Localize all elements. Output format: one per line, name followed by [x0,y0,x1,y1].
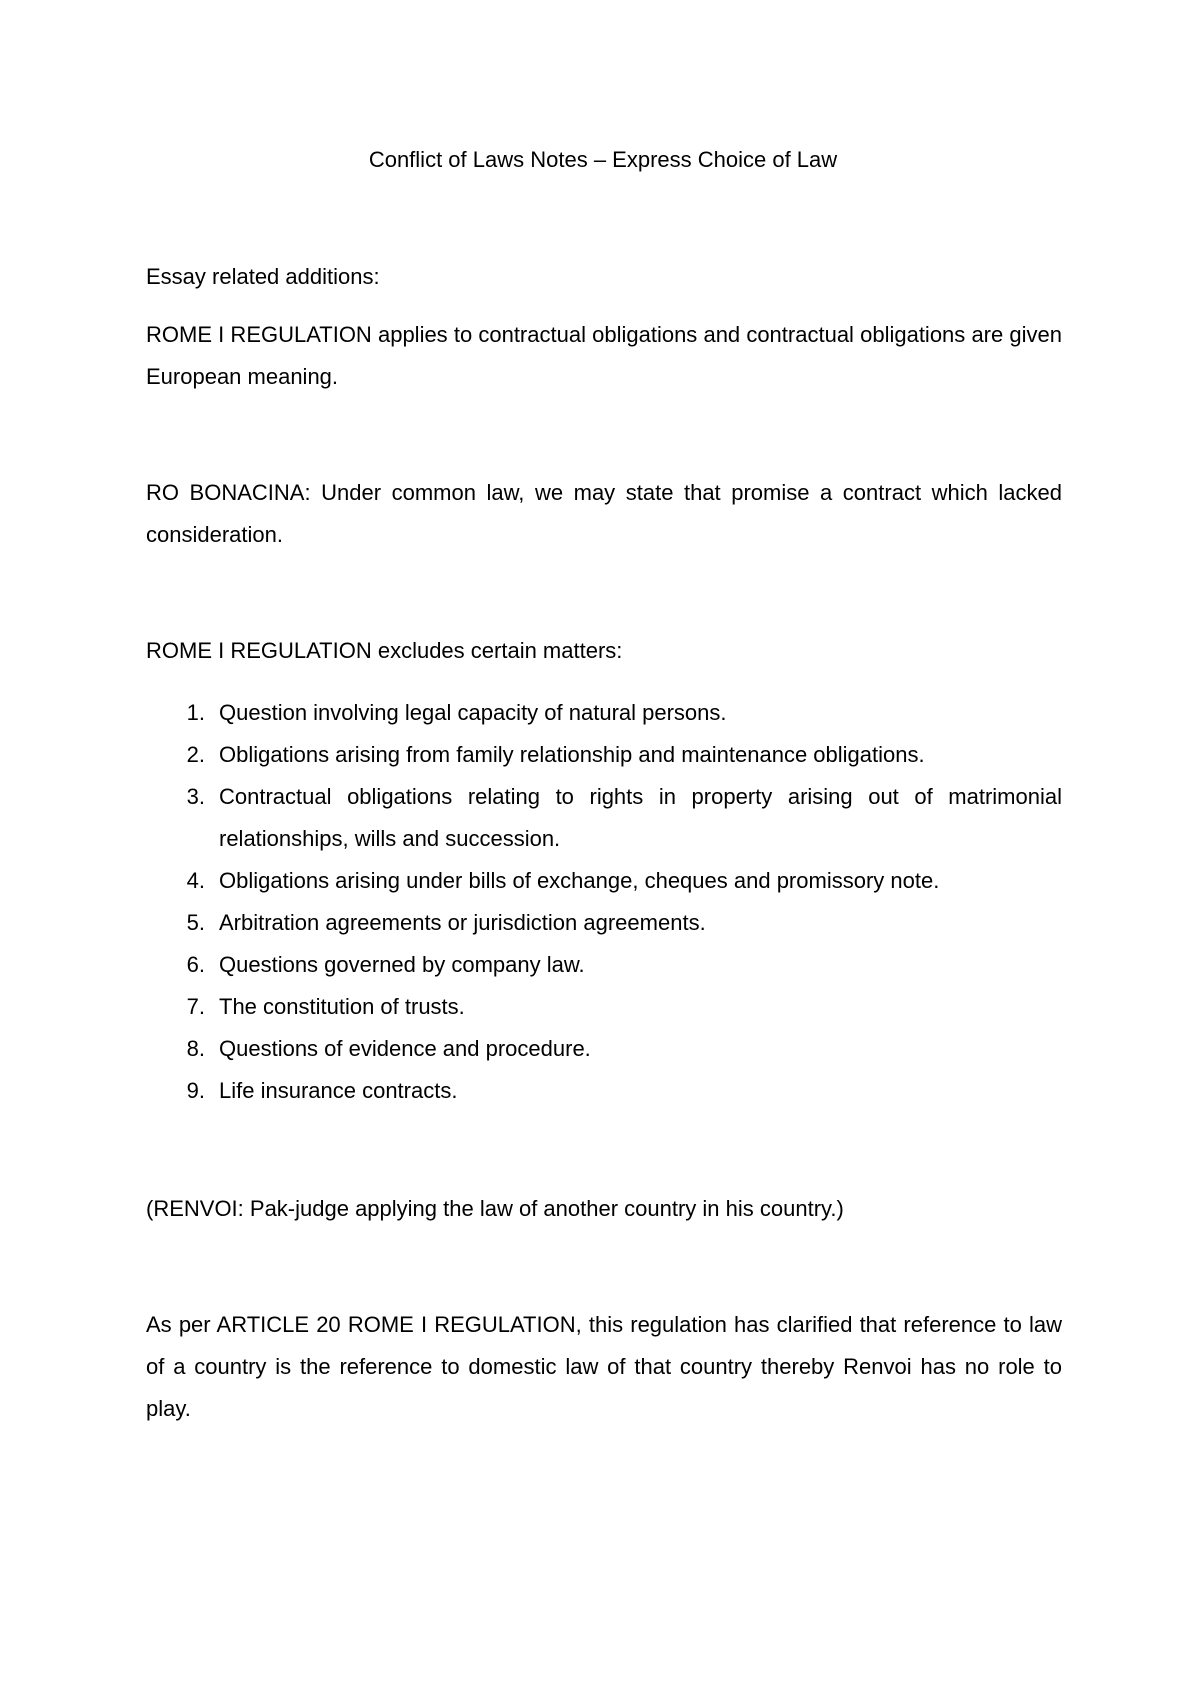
list-item-number: 2. [186,742,205,767]
list-item-text: Question involving legal capacity of natural persons. [219,700,727,725]
paragraph-article-20: As per ARTICLE 20 ROME I REGULATION, this regulation has clarified that reference to law of a country is the reference to domestic law of that country thereby Renvoi has no role to play. [146,1312,1062,1421]
list-item-text: Arbitration agreements or jurisdiction agreements. [219,910,706,935]
list-item [0,1070,1200,1112]
exclusions-list [0,692,1200,1112]
list-item-text: Life insurance contracts. [219,1078,458,1103]
list-item-number: 3. [186,784,205,809]
list-item-text: Questions governed by company law. [219,952,585,977]
list-item [0,860,1200,902]
list-item [0,776,1200,860]
list-item [0,902,1200,944]
paragraph-ro-bonacina: RO BONACINA: Under common law, we may state that promise a contract which lacked consideration. [146,480,1062,547]
paragraph-rome-scope: ROME I REGULATION applies to contractual obligations and contractual obligations are given European meaning. [146,322,1062,389]
list-item-number: 7. [186,994,205,1019]
list-item [0,986,1200,1028]
list-item-number: 4. [186,868,205,893]
list-item-text: Obligations arising from family relationship and maintenance obligations. [219,742,925,767]
list-item [0,692,1200,734]
list-item-text: The constitution of trusts. [219,994,465,1019]
list-item [0,1028,1200,1070]
list-item [0,944,1200,986]
paragraph-excludes-intro: ROME I REGULATION excludes certain matters: [146,638,623,663]
list-item-number: 8. [186,1036,205,1061]
list-item-number: 9. [186,1078,205,1103]
list-item-number: 6. [186,952,205,977]
list-item-text: Obligations arising under bills of exchange, cheques and promissory note. [219,868,940,893]
list-item-text: Questions of evidence and procedure. [219,1036,591,1061]
list-item-number: 1. [186,700,205,725]
paragraph-renvoi: (RENVOI: Pak-judge applying the law of another country in his country.) [146,1196,844,1221]
list-item [0,734,1200,776]
list-item-number: 5. [186,910,205,935]
document-title: Conflict of Laws Notes – Express Choice of Law [368,147,838,172]
heading-essay-additions: Essay related additions: [146,264,380,289]
list-item-text: Contractual obligations relating to rights in property arising out of matrimonial relationships, wills and succession. [219,784,1062,851]
